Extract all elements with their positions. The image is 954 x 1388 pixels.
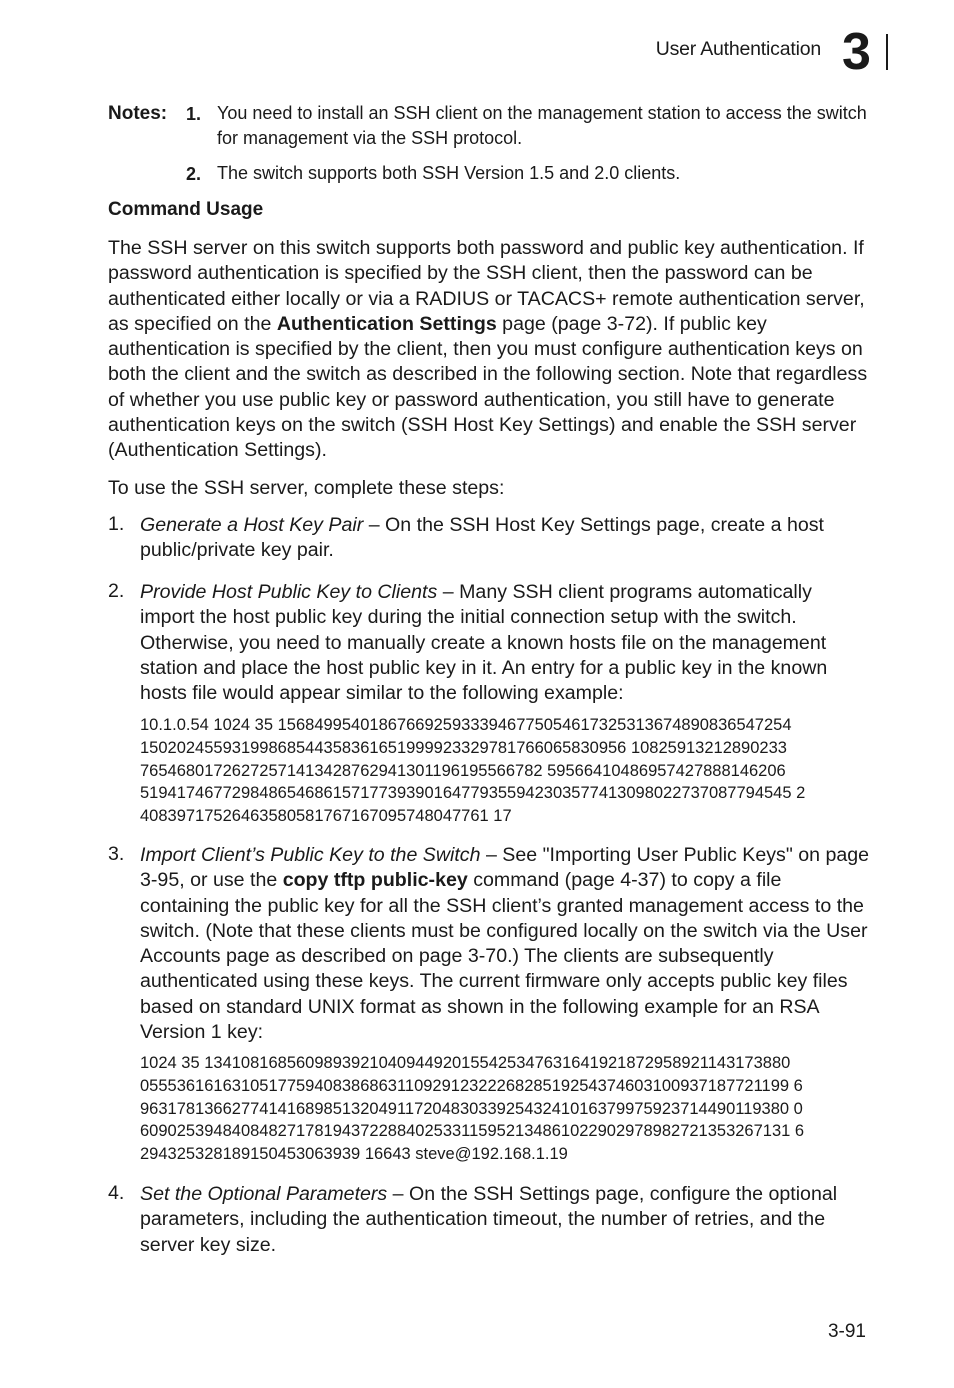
step-number: 4. bbox=[108, 1182, 125, 1204]
intro-paragraph: The SSH server on this switch supports both password and public key authentication. If password authentication is specified by the SSH client, then the password can be authenticated either locally or via a RADIUS or TACACS+ remote authentication server, as specified on the Authentication Settings page (page 3-72). If public key authentication is specified by the client, then you must configure authentication keys on both the client and the switch as described in the following section. Note that regardless of whether you use public key or password authentication, you still have to generate authentication keys on the switch (SSH Host Key Settings) and enable the SSH server (Authentication Settings). bbox=[108, 237, 868, 462]
authentication-settings-term: Authentication Settings bbox=[276, 312, 497, 335]
note-text: You need to install an SSH client on the management station to access the switch for management via the SSH protocol. bbox=[217, 103, 867, 148]
command-usage-heading: Command Usage bbox=[108, 199, 264, 220]
note-number: 1. bbox=[186, 104, 202, 124]
step-number: 2. bbox=[108, 580, 125, 602]
step-text: Provide Host Public Key to Clients – Many SSH client programs automatically import the host public key during the initial connection setup with the switch. Otherwise, you need to manually create a known hosts file on the management station and place the host public key in it. An entry for a public key in the known hosts file would appear similar to the following example: bbox=[140, 581, 828, 705]
step-number: 3. bbox=[108, 843, 125, 865]
step-text: Import Client’s Public Key to the Switch – See "Importing User Public Keys" on page 3-95, or use the copy tftp public-key command (page 4-37) to copy a file containing the public key for all the SSH client’s granted management access to the switch. (Note that these clients must be configured locally on the switch via the User Accounts page as described on page 3-70.) The clients are subsequently authenticated using these keys. The current firmware only accepts public key files based on standard UNIX format as shown in the following example for an RSA Version 1 key: bbox=[140, 844, 870, 1044]
note-text: The switch supports both SSH Version 1.5 and 2.0 clients. bbox=[217, 163, 681, 183]
header-section-title: User Authentication bbox=[655, 38, 821, 60]
chapter-tab-bar bbox=[886, 34, 888, 70]
note-number: 2. bbox=[186, 164, 202, 184]
steps-intro: To use the SSH server, complete these steps: bbox=[108, 477, 505, 499]
known-hosts-example: 10.1.0.54 1024 35 15684995401867669259333946775054617325313674890836547254 15020245593199868544358361651999923329781766065830956 10825913212890233 76546801726272571413428762941301196195566782 59566410486957427888146206 51941746772984865468615717739390164779355942303577413098022737087794545 2 40839717526463580581767167095748047761 17 bbox=[140, 716, 806, 826]
notes-label: Notes: bbox=[108, 103, 168, 124]
command-term: copy tftp public-key bbox=[282, 869, 468, 892]
rsa-key-example: 1024 35 1341081685609893921040944920155425347631641921872958921143173880 05553616163105177594083868631109291232226828519254374603100937187721199 6 96317813662774141689851320491172048303392543241016379975923714490119380 0 60902539484084827178194372288402533115952134861022902978982721353267131 6 294325328189150453063939 16643 steve@192.168.1.19 bbox=[140, 1054, 805, 1164]
step-text: Generate a Host Key Pair – On the SSH Host Key Settings page, create a host public/private key pair. bbox=[140, 514, 824, 562]
step-text: Set the Optional Parameters – On the SSH Settings page, configure the optional parameters, including the authentication timeout, the number of retries, and the server key size. bbox=[140, 1183, 838, 1256]
chapter-number: 3 bbox=[842, 23, 871, 81]
step-number: 1. bbox=[108, 513, 125, 535]
page-number: 3-91 bbox=[827, 1321, 866, 1342]
